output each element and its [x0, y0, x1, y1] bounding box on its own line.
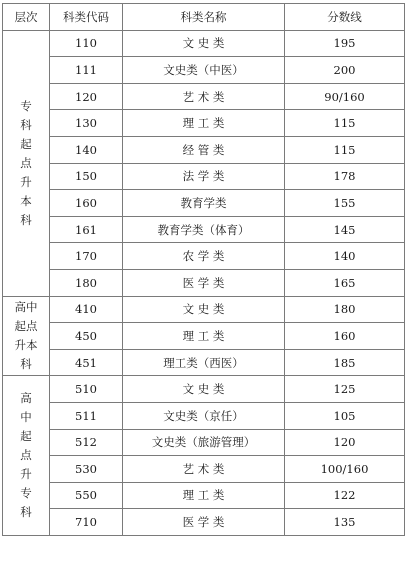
name-cell: 教育学类: [123, 190, 285, 217]
table-row: [3, 163, 405, 190]
name-cell: 经 管 类: [123, 136, 285, 163]
score-cell: 115: [285, 110, 405, 137]
header-name: 科类名称: [123, 4, 285, 31]
table-row: [3, 190, 405, 217]
code-cell: 450: [50, 323, 123, 350]
table-row: [3, 83, 405, 110]
name-cell: 医 学 类: [123, 269, 285, 296]
score-cell: 90/160: [285, 83, 405, 110]
score-cell: 145: [285, 216, 405, 243]
table-row: [3, 509, 405, 536]
name-cell: 农 学 类: [123, 243, 285, 270]
table-row: [3, 323, 405, 350]
code-cell: 710: [50, 509, 123, 536]
code-cell: 550: [50, 482, 123, 509]
header-score: 分数线: [285, 4, 405, 31]
table-row: [3, 30, 405, 57]
score-cell: 195: [285, 30, 405, 57]
score-cell: 165: [285, 269, 405, 296]
header-row: [3, 4, 405, 31]
level-cell: [3, 30, 50, 296]
score-cell: 180: [285, 296, 405, 323]
table-row: [3, 110, 405, 137]
name-cell: 文 史 类: [123, 296, 285, 323]
level-cell: [3, 296, 50, 376]
code-cell: 161: [50, 216, 123, 243]
score-cell: 100/160: [285, 456, 405, 483]
score-cell: 122: [285, 482, 405, 509]
name-cell: 理 工 类: [123, 482, 285, 509]
table-body: [3, 30, 405, 535]
code-cell: 110: [50, 30, 123, 57]
score-cell: 185: [285, 349, 405, 376]
score-cell: 160: [285, 323, 405, 350]
name-cell: 文史类（中医）: [123, 57, 285, 84]
score-cell: 135: [285, 509, 405, 536]
score-cell: 125: [285, 376, 405, 403]
name-cell: 医 学 类: [123, 509, 285, 536]
table-row: [3, 136, 405, 163]
table-row: [3, 429, 405, 456]
score-cell: 155: [285, 190, 405, 217]
name-cell: 艺 术 类: [123, 456, 285, 483]
name-cell: 文 史 类: [123, 376, 285, 403]
code-cell: 130: [50, 110, 123, 137]
level-label: 专科起点升本科: [20, 98, 32, 227]
header-level: 层次: [3, 4, 50, 31]
name-cell: 文史类（京任）: [123, 402, 285, 429]
code-cell: 150: [50, 163, 123, 190]
score-cell: 140: [285, 243, 405, 270]
code-cell: 511: [50, 402, 123, 429]
table-row: [3, 376, 405, 403]
level-cell: [3, 376, 50, 536]
name-cell: 法 学 类: [123, 163, 285, 190]
table-row: [3, 482, 405, 509]
code-cell: 111: [50, 57, 123, 84]
name-cell: 理 工 类: [123, 323, 285, 350]
table-row: [3, 456, 405, 483]
name-cell: 文史类（旅游管理）: [123, 429, 285, 456]
code-cell: 170: [50, 243, 123, 270]
score-cell: 178: [285, 163, 405, 190]
table-row: [3, 57, 405, 84]
code-cell: 530: [50, 456, 123, 483]
table-row: [3, 402, 405, 429]
code-cell: 512: [50, 429, 123, 456]
name-cell: 教育学类（体育）: [123, 216, 285, 243]
name-cell: 理工类（西医）: [123, 349, 285, 376]
header-code: 科类代码: [50, 4, 123, 31]
table-row: [3, 349, 405, 376]
code-cell: 451: [50, 349, 123, 376]
table-row: [3, 243, 405, 270]
score-cell: 105: [285, 402, 405, 429]
score-cell: 115: [285, 136, 405, 163]
score-cell: 120: [285, 429, 405, 456]
name-cell: 艺 术 类: [123, 83, 285, 110]
table-row: [3, 216, 405, 243]
score-table: [2, 3, 405, 536]
level-label: 高中起点升本科: [14, 299, 38, 371]
level-label: 高中起点升专科: [20, 391, 32, 520]
table-row: [3, 269, 405, 296]
name-cell: 文 史 类: [123, 30, 285, 57]
score-cell: 200: [285, 57, 405, 84]
table-row: [3, 296, 405, 323]
code-cell: 410: [50, 296, 123, 323]
code-cell: 510: [50, 376, 123, 403]
code-cell: 140: [50, 136, 123, 163]
code-cell: 180: [50, 269, 123, 296]
code-cell: 160: [50, 190, 123, 217]
name-cell: 理 工 类: [123, 110, 285, 137]
code-cell: 120: [50, 83, 123, 110]
